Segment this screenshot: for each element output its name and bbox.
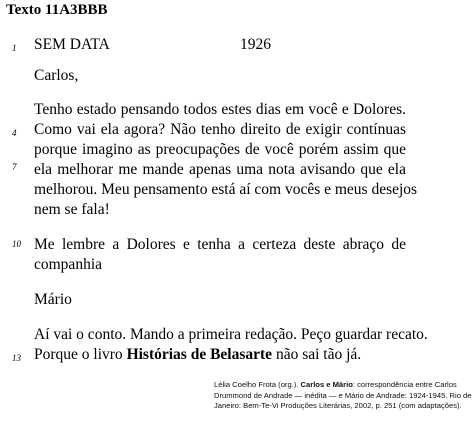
- citation-line: Drummond de Andrade — inédita — e Mário de Andrade: 1924-1945. Rio de: [214, 390, 472, 400]
- line-number: 13: [12, 353, 21, 363]
- paragraph-line: Me lembre a Dolores e tenha a certeza deste abraço de: [34, 236, 406, 253]
- date-label: SEM DATA: [34, 36, 110, 53]
- paragraph-line: melhorou. Meu pensamento está aí com vocês e meus desejos: [34, 181, 418, 198]
- paragraph-line: porque imagino as preocupações de você porém assim que: [34, 141, 406, 158]
- postscript-line: Aí vai o conto. Mando a primeira redação. Peço guardar recato.: [34, 326, 428, 343]
- postscript-line: [34, 345, 406, 365]
- citation-author: Lélia Coelho Frota (org.).: [214, 380, 301, 389]
- salutation: Carlos,: [34, 67, 79, 84]
- postscript-text: Porque o livro: [34, 346, 127, 363]
- paragraph-line: Como vai ela agora? Não tenho direito de exigir contínuas: [34, 121, 406, 138]
- postscript-text: não sai tão já.: [272, 346, 362, 363]
- line-number: 1: [12, 43, 17, 53]
- document-title: Texto 11A3BBB: [6, 2, 108, 18]
- line-number: 10: [12, 239, 21, 249]
- citation-line: Janeiro: Bem-Te-Vi Produções Literárias, 2002, p. 251 (com adaptações).: [214, 401, 462, 410]
- signature: Mário: [34, 291, 72, 308]
- date-year: 1926: [240, 36, 271, 53]
- source-citation: [214, 380, 472, 412]
- line-number: 4: [12, 128, 17, 138]
- book-title: Histórias de Belasarte: [126, 346, 273, 363]
- line-number: 7: [12, 162, 17, 172]
- citation-line: [214, 380, 457, 391]
- paragraph-line: Tenho estado pensando todos estes dias em você e Dolores.: [34, 101, 406, 118]
- citation-title: Carlos e Mário: [300, 380, 353, 389]
- paragraph-line: nem se fala!: [34, 201, 110, 218]
- citation-text: : correspondência entre Carlos: [352, 380, 457, 389]
- paragraph-line: companhia: [34, 256, 103, 273]
- paragraph-line: ela melhorar me mande apenas uma nota avisando que ela: [34, 161, 406, 178]
- letter-date: [34, 35, 406, 55]
